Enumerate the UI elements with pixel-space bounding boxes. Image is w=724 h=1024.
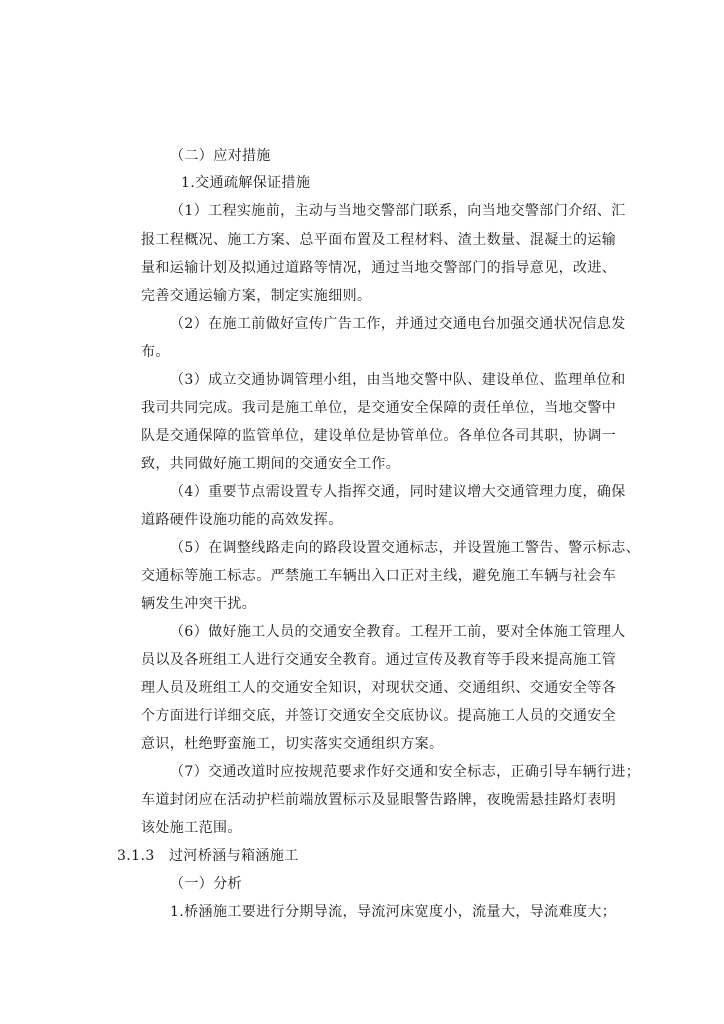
paragraph-line: 意识，杜绝野蛮施工，切实落实交通组织方案。 [141, 736, 444, 752]
paragraph-line: （7）交通改道时应按规范要求作好交通和安全标志，正确引导车辆行进； [170, 764, 641, 780]
paragraph-line: 车道封闭应在活动护栏前端放置标示及显眼警告路牌，夜晚需悬挂路灯表明 [141, 792, 617, 808]
paragraph-line: 1.桥涵施工要进行分期导流，导流河床宽度小，流量大，导流难度大； [170, 904, 617, 920]
paragraph-line: （4）重要节点需设置专人指挥交通，同时建议增大交通管理力度，确保 [170, 484, 626, 500]
subsection-heading-traffic-measures: 1.交通疏解保证措施 [181, 175, 311, 191]
paragraph-line: 布。 [141, 344, 170, 360]
paragraph-line: 交通标等施工标志。严禁施工车辆出入口正对主线，避免施工车辆与社会车 [141, 568, 617, 584]
paragraph-line: 个方面进行详细交底，并签订交通安全交底协议。提高施工人员的交通安全 [141, 708, 617, 724]
paragraph-line: （2）在施工前做好宣传广告工作，并通过交通电台加强交通状况信息发 [170, 316, 626, 332]
paragraph-line: 致，共同做好施工期间的交通安全工作。 [141, 456, 401, 472]
paragraph-line: （6）做好施工人员的交通安全教育。工程开工前，要对全体施工管理人 [170, 624, 626, 640]
paragraph-line: 我司共同完成。我司是施工单位，是交通安全保障的责任单位，当地交警中 [141, 400, 617, 416]
paragraph-line: 该处施工范围。 [141, 820, 242, 836]
section-heading-bridge-culvert: 3.1.3 过河桥涵与箱涵施工 [117, 848, 299, 864]
section-heading-response-measures: （二）应对措施 [170, 148, 271, 164]
subsection-heading-analysis: （一）分析 [170, 876, 242, 892]
paragraph-line: 队是交通保障的监管单位，建设单位是协管单位。各单位各司其职，协调一 [141, 428, 617, 444]
paragraph-line: 量和运输计划及拟通过道路等情况，通过当地交警部门的指导意见，改进、 [141, 260, 617, 276]
paragraph-line: （3）成立交通协调管理小组，由当地交警中队、建设单位、监理单位和 [170, 372, 626, 388]
paragraph-line: （1）工程实施前，主动与当地交警部门联系，向当地交警部门介绍、汇 [170, 203, 626, 219]
paragraph-line: 道路硬件设施功能的高效发挥。 [141, 512, 343, 528]
paragraph-line: 员以及各班组工人进行交通安全教育。通过宣传及教育等手段来提高施工管 [141, 652, 617, 668]
paragraph-line: 报工程概况、施工方案、总平面布置及工程材料、渣土数量、混凝土的运输 [141, 232, 617, 248]
paragraph-line: 辆发生冲突干扰。 [141, 596, 257, 612]
paragraph-line: 完善交通运输方案，制定实施细则。 [141, 288, 372, 304]
paragraph-line: 理人员及班组工人的交通安全知识，对现状交通、交通组织、交通安全等各 [141, 680, 617, 696]
paragraph-line: （5）在调整线路走向的路段设置交通标志，并设置施工警告、警示标志、 [170, 540, 641, 556]
